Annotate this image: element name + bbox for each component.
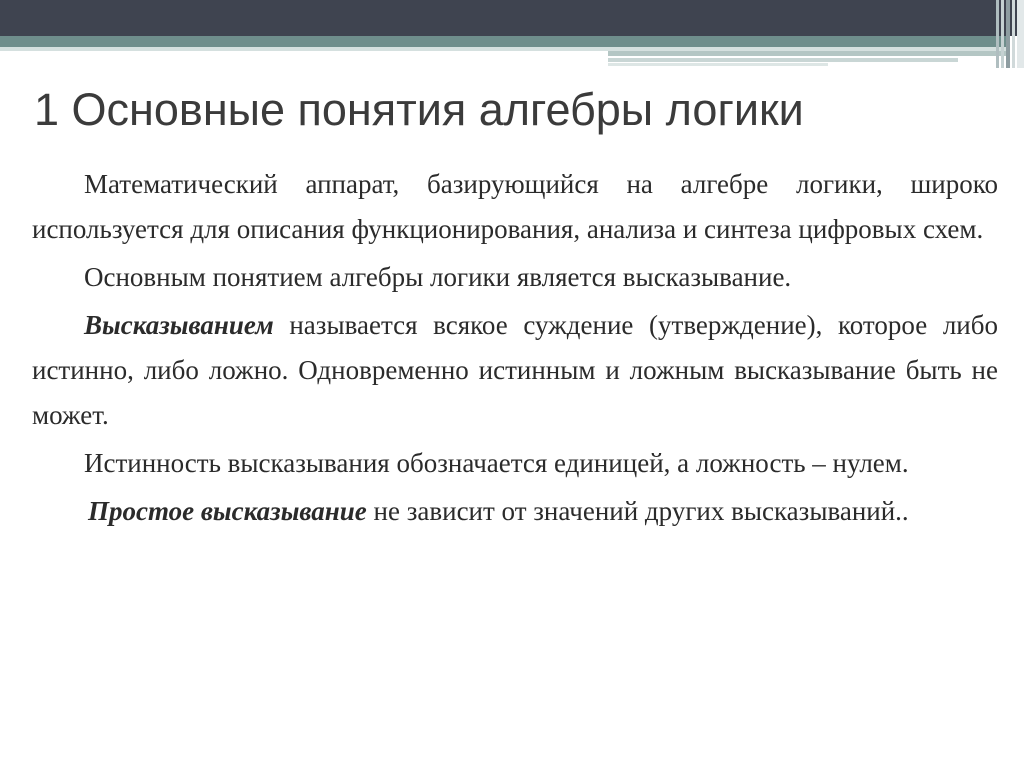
decorative-stripe [1017, 0, 1024, 68]
slide-title: 1 Основные понятия алгебры логики [34, 84, 804, 135]
paragraph-main-concept [32, 255, 998, 300]
paragraph-math-apparatus [32, 162, 998, 252]
decorative-stripe [996, 0, 999, 68]
decorative-band-mid [608, 51, 1010, 56]
term-simple-statement: Простое высказывание [88, 496, 367, 526]
term-statement: Высказыванием [84, 310, 274, 340]
paragraph-text: Математический аппарат, базирующийся на алгебре логики, широко используется для описания функционирования, анализа и синтеза цифровых схем. [32, 169, 998, 244]
paragraph-text: не зависит от значений других высказываний.. [366, 496, 909, 526]
decorative-stripe [1012, 0, 1015, 68]
paragraph-truth-values [32, 441, 998, 486]
decorative-band-light [608, 63, 828, 66]
paragraph-text: Истинность высказывания обозначается единицей, а ложность – нулем. [84, 448, 909, 478]
decorative-band-teal [0, 36, 1010, 47]
slide-body [32, 162, 998, 537]
decorative-stripe [1001, 0, 1004, 68]
paragraph-simple-statement [32, 489, 998, 534]
decorative-band-light [608, 58, 958, 62]
paragraph-text: называется всякое суждение (утверждение), которое либо истинно, либо ложно. Одновременно истинным и ложным высказывание быть не может. [32, 310, 998, 430]
decorative-stripe [1006, 0, 1010, 68]
paragraph-statement-definition [32, 303, 998, 438]
top-bar [0, 0, 1024, 36]
paragraph-text: Основным понятием алгебры логики является высказывание. [84, 262, 792, 292]
